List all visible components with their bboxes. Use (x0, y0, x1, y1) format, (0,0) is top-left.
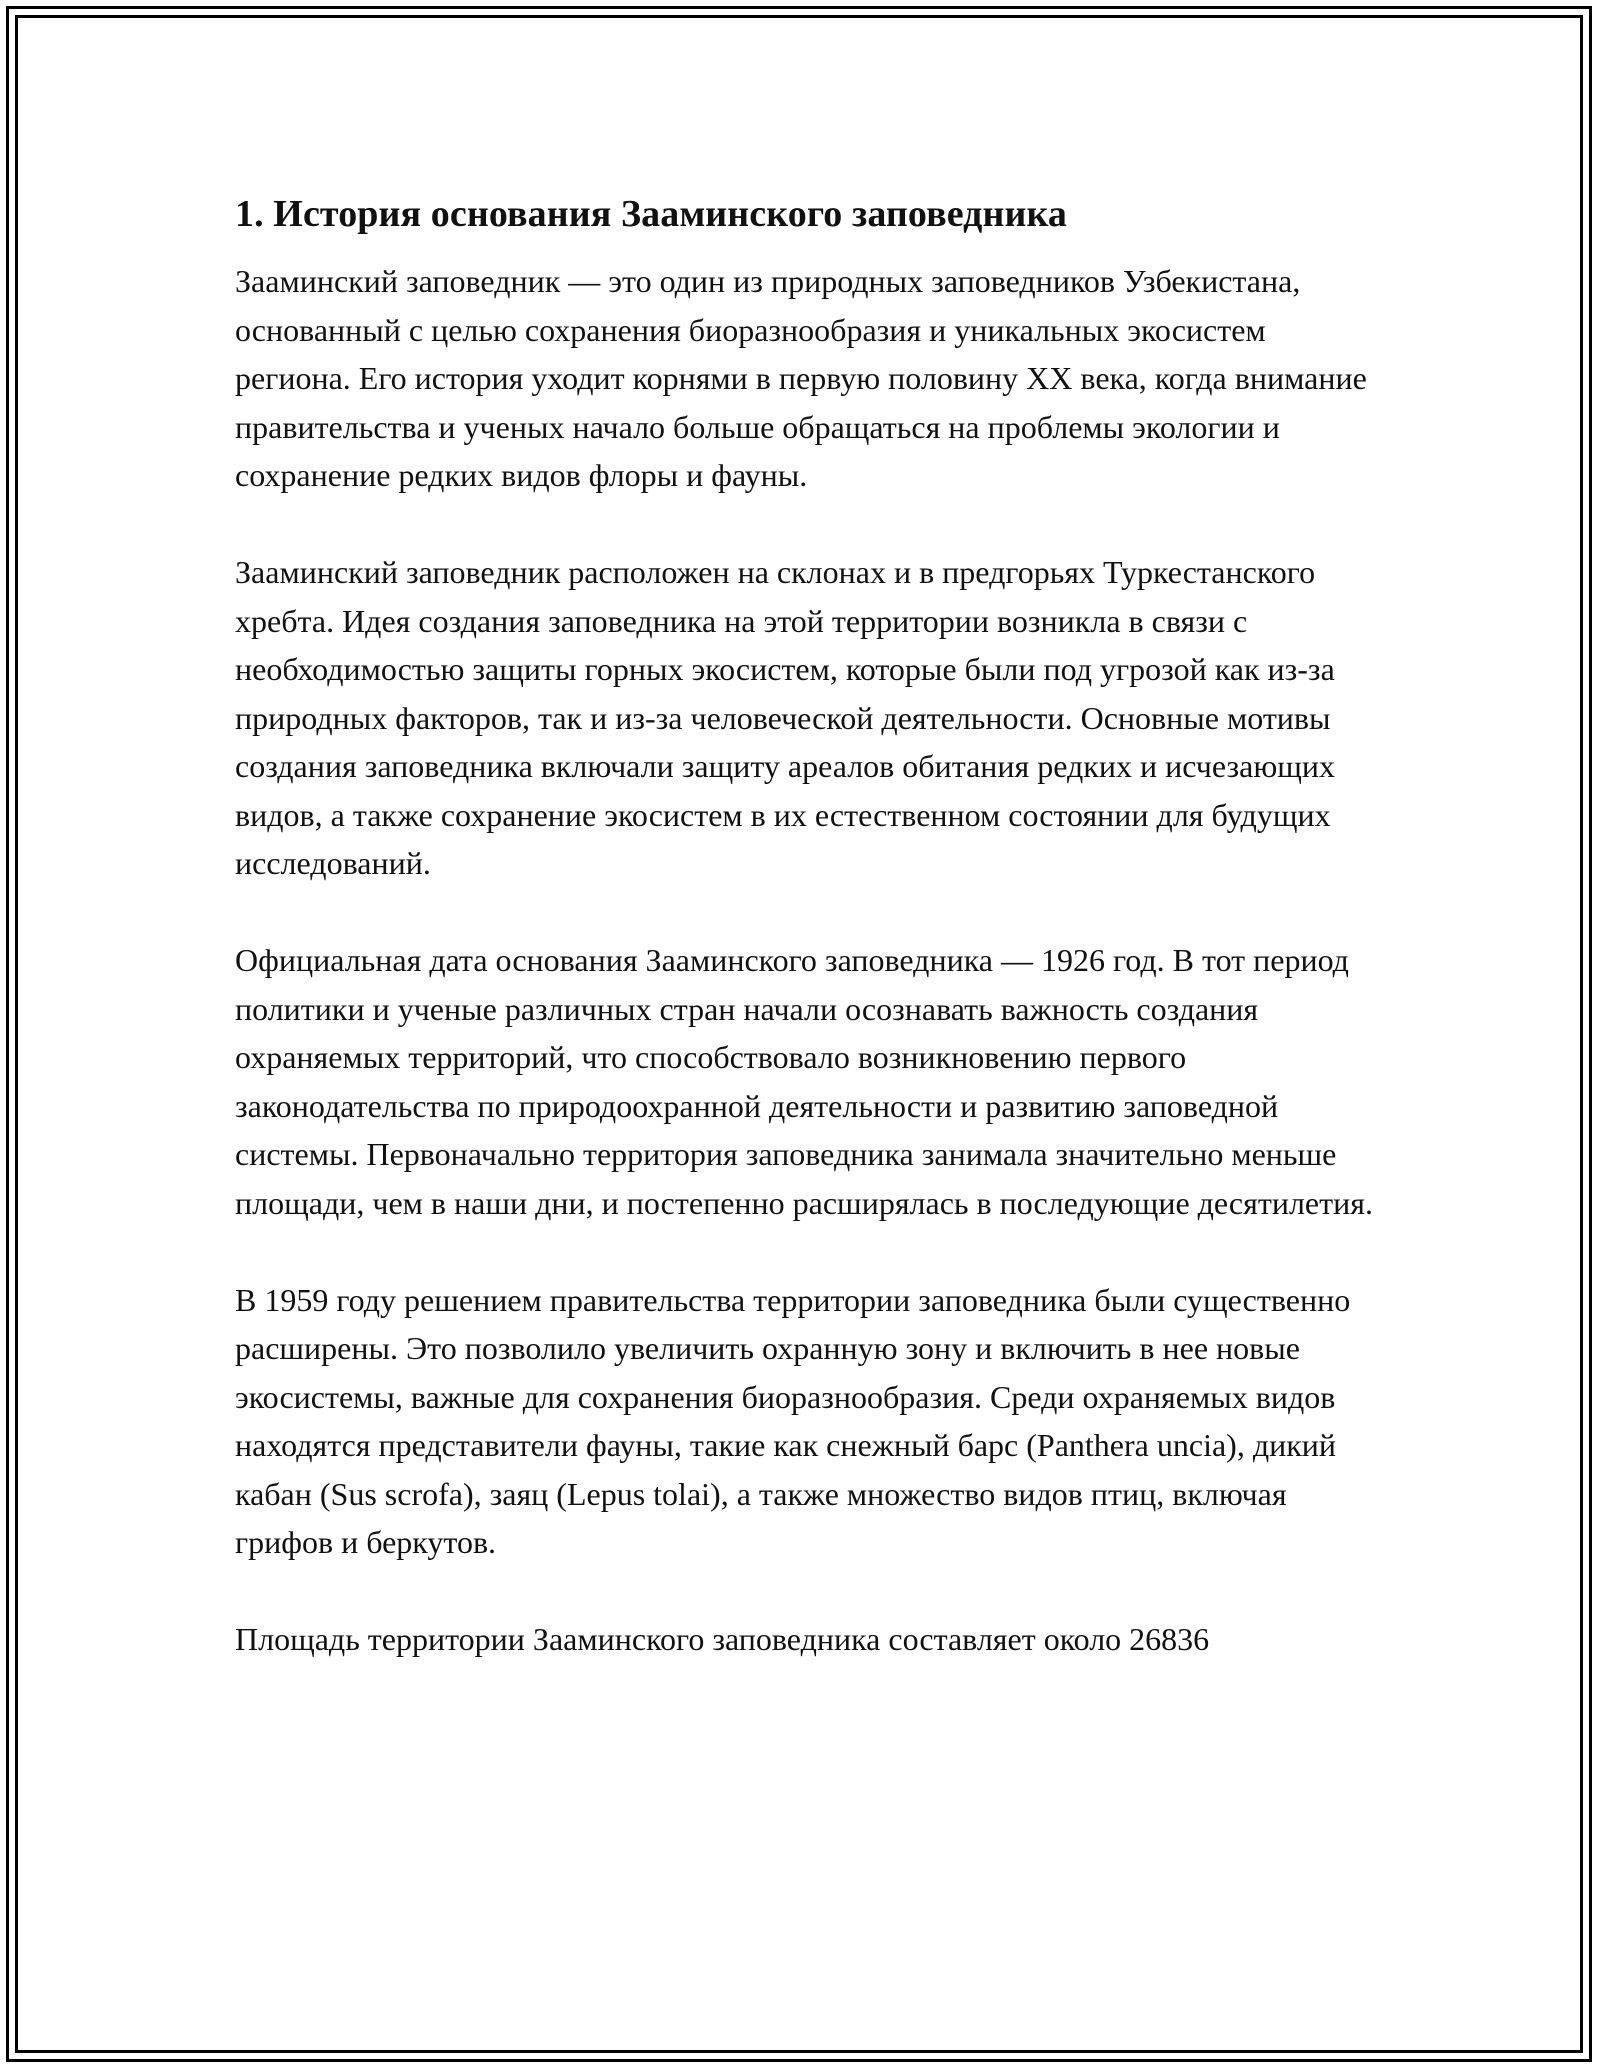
section-title: 1. История основания Зааминского заповедника (235, 193, 1067, 235)
paragraph-area: Площадь территории Зааминского заповедника составляет около 26836 (235, 1621, 1210, 1657)
document-body (235, 188, 1375, 1664)
paragraph-intro: Зааминский заповедник — это один из природных заповедников Узбекистана, основанный с целью сохранения биоразнообразия и уникальных экосистем региона. Его история уходит корнями в первую половину XX века, когда внимание правительства и ученых начало больше обращаться на проблемы экологии и сохранение редких видов флоры и фауны. (235, 263, 1367, 493)
paragraph-location: Зааминский заповедник расположен на склонах и в предгорьях Туркестанского хребта. Идея создания заповедника на этой территории возникла в связи с необходимостью защиты горных экосистем, которые были под угрозой как из-за природных факторов, так и из-за человеческой деятельности. Основные мотивы создания заповедника включали защиту ареалов обитания редких и исчезающих видов, а также сохранение экосистем в их естественном состоянии для будущих исследований. (235, 554, 1335, 881)
paragraph-founding-date: Официальная дата основания Зааминского заповедника — 1926 год. В тот период политики и ученые различных стран начали осознавать важность создания охраняемых территорий, что способствовало возникновению первого законодательства по природоохранной деятельности и развитию заповедной системы. Первоначально территория заповедника занимала значительно меньше площади, чем в наши дни, и постепенно расширялась в последующие десятилетия. (235, 942, 1373, 1221)
paragraph-expansion: В 1959 году решением правительства территории заповедника были существенно расширены. Это позволило увеличить охранную зону и включить в нее новые экосистемы, важные для сохранения биоразнообразия. Среди охраняемых видов находятся представители фауны, такие как снежный барс (Panthera uncia), дикий кабан (Sus scrofa), заяц (Lepus tolai), а также множество видов птиц, включая грифов и беркутов. (235, 1281, 1351, 1560)
